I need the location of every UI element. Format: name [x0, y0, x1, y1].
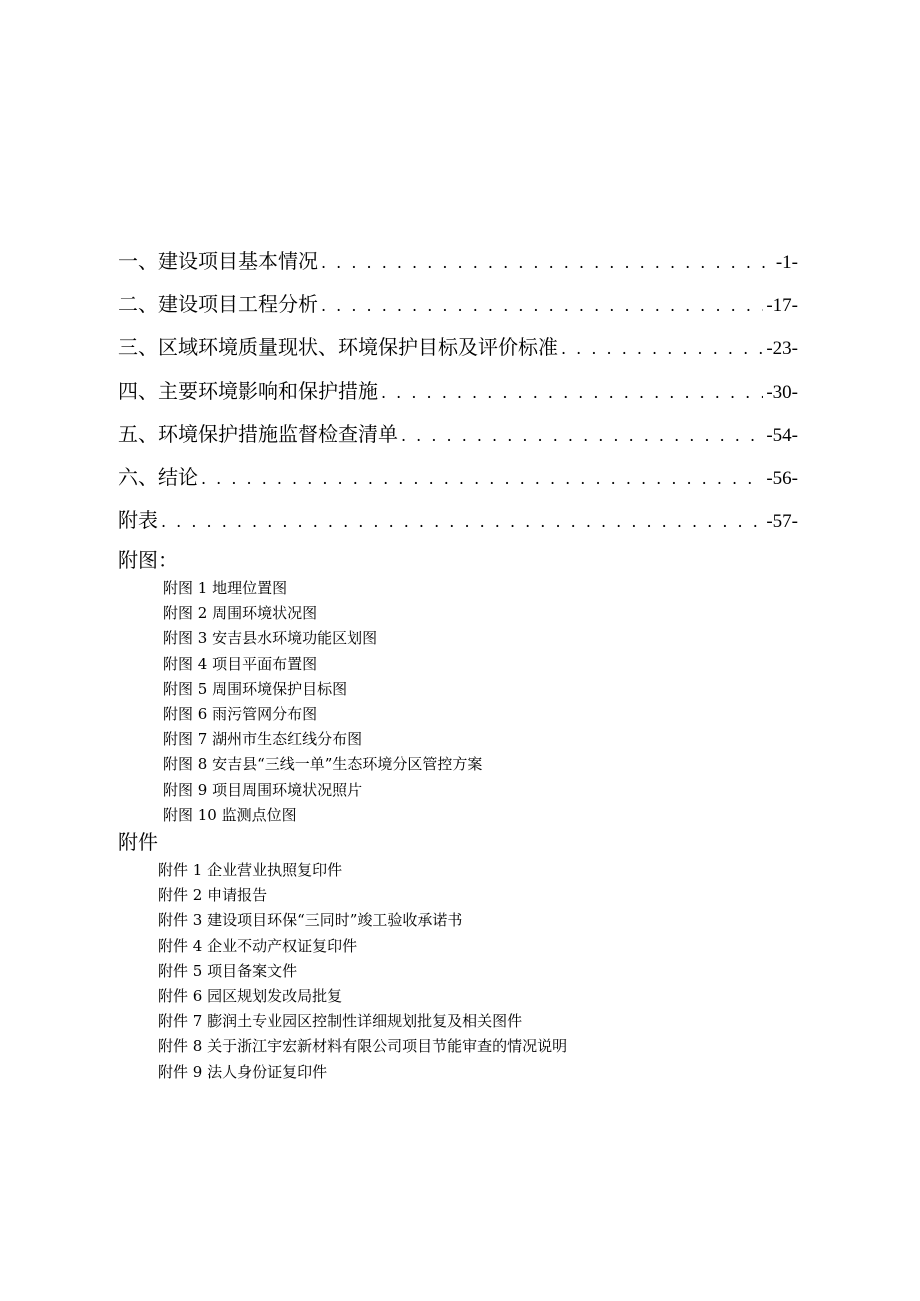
toc-entry[interactable] — [118, 456, 798, 499]
toc-entry-title: 四、主要环境影响和保护措施 — [118, 378, 378, 403]
list-item[interactable]: 附件 2 申请报告 — [158, 886, 268, 905]
toc-leader-dots — [381, 371, 763, 414]
toc-entry-page: -57- — [766, 511, 798, 533]
list-item[interactable]: 附图 10 监测点位图 — [163, 805, 297, 824]
toc-entry[interactable] — [118, 370, 798, 413]
table-of-contents — [118, 240, 798, 542]
list-item[interactable]: 附件 5 项目备案文件 — [158, 961, 298, 980]
toc-leader-dots — [401, 414, 763, 457]
list-item[interactable]: 附图 7 湖州市生态红线分布图 — [163, 730, 363, 749]
list-item[interactable]: 附件 7 膨润土专业园区控制性详细规划批复及相关图件 — [158, 1012, 523, 1031]
toc-entry[interactable] — [118, 240, 798, 283]
toc-entry-page: -17- — [766, 295, 798, 317]
list-item[interactable]: 附件 8 关于浙江宇宏新材料有限公司项目节能审查的情况说明 — [158, 1037, 568, 1056]
list-item[interactable]: 附件 9 法人身份证复印件 — [158, 1062, 328, 1081]
toc-leader-dots — [161, 500, 763, 543]
toc-entry-page: -54- — [766, 424, 798, 446]
toc-entry-title: 二、建设项目工程分析 — [118, 292, 318, 317]
toc-entry-title: 一、建设项目基本情况 — [118, 249, 318, 273]
list-item[interactable]: 附图 6 雨污管网分布图 — [163, 704, 318, 723]
list-item[interactable]: 附图 8 安吉县“三线一单”生态环境分区管控方案 — [163, 755, 483, 774]
list-item[interactable]: 附件 3 建设项目环保“三同时”竣工验收承诺书 — [158, 911, 463, 930]
toc-entry-page: -30- — [766, 381, 798, 403]
toc-entry[interactable] — [118, 283, 798, 326]
list-item[interactable]: 附件 6 园区规划发改局批复 — [158, 986, 343, 1005]
toc-entry[interactable] — [118, 499, 798, 542]
list-item[interactable]: 附图 5 周围环境保护目标图 — [163, 679, 348, 698]
toc-leader-dots — [201, 457, 763, 500]
list-item[interactable]: 附图 1 地理位置图 — [163, 579, 288, 597]
figures-heading: 附图： — [118, 548, 178, 572]
toc-entry-page: -1- — [775, 252, 798, 273]
toc-leader-dots — [561, 327, 763, 370]
toc-entry-title: 附表 — [118, 508, 158, 533]
toc-leader-dots — [321, 284, 763, 327]
toc-entry-page: -56- — [766, 467, 798, 489]
toc-entry[interactable] — [118, 413, 798, 456]
attachments-list — [158, 858, 567, 1085]
list-item[interactable]: 附图 9 项目周围环境状况照片 — [163, 780, 363, 799]
toc-entry-title: 五、环境保护措施监督检查清单 — [118, 421, 398, 446]
toc-entry[interactable] — [118, 326, 798, 369]
figures-list — [163, 576, 482, 828]
toc-leader-dots — [321, 241, 773, 284]
list-item[interactable]: 附件 1 企业营业执照复印件 — [158, 861, 343, 879]
attachments-heading: 附件 — [118, 830, 158, 854]
toc-entry-title: 六、结论 — [118, 464, 198, 489]
toc-entry-page: -23- — [766, 338, 798, 360]
list-item[interactable]: 附图 3 安吉县水环境功能区划图 — [163, 629, 378, 648]
list-item[interactable]: 附图 4 项目平面布置图 — [163, 654, 318, 673]
toc-entry-title: 三、区域环境质量现状、环境保护目标及评价标准 — [118, 335, 558, 360]
list-item[interactable]: 附图 2 周围环境状况图 — [163, 604, 318, 623]
list-item[interactable]: 附件 4 企业不动产权证复印件 — [158, 936, 358, 955]
